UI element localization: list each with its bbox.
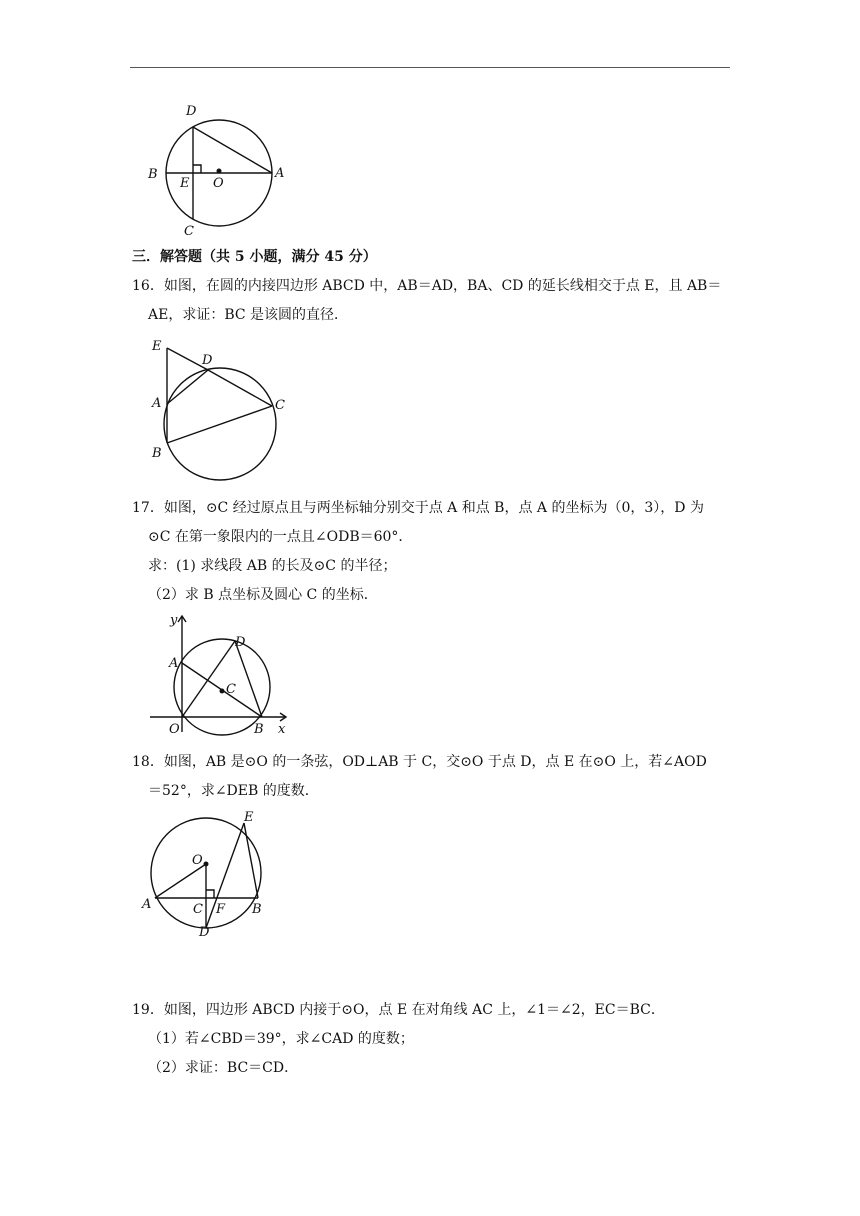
label-x: x: [278, 722, 286, 737]
label-d: D: [202, 353, 213, 368]
label-d: D: [186, 104, 197, 119]
q17-line3: 求：(1) 求线段 AB 的长及⊙C 的半径；: [148, 558, 397, 574]
q19-line2: （1）若∠CBD＝39°，求∠CAD 的度数；: [148, 1031, 414, 1047]
center-dot: [217, 169, 222, 174]
q19-line3: （2）求证：BC＝CD．: [148, 1060, 299, 1076]
center-o-dot: [204, 862, 209, 867]
figure-q16: [148, 336, 293, 486]
q18-line1: 18．如图，AB 是⊙O 的一条弦，OD⊥AB 于 C，交⊙O 于点 D，点 E 在⊙O 上，若∠AOD: [132, 754, 707, 770]
segment-db: [235, 641, 262, 717]
q16-line1: 16．如图，在圆的内接四边形 ABCD 中，AB＝AD，BA、CD 的延长线相交于点 E，且 AB＝: [132, 278, 722, 294]
right-angle-mark: [206, 890, 214, 898]
label-b: B: [148, 167, 158, 182]
label-a: A: [142, 897, 152, 912]
label-o: O: [192, 853, 203, 868]
q17-line4: （2）求 B 点坐标及圆心 C 的坐标．: [148, 587, 378, 603]
segment-ad: [167, 370, 208, 404]
label-o: O: [213, 176, 224, 191]
figure-q17: [146, 610, 296, 740]
q17-line2: ⊙C 在第一象限内的一点且∠ODB＝60°．: [148, 529, 413, 545]
label-d: D: [235, 635, 246, 650]
figure-q18: [140, 808, 280, 943]
section-heading: 三．解答题（共 5 小题，满分 45 分）: [132, 249, 377, 265]
circle-c: [174, 639, 270, 735]
header-rule: [130, 67, 730, 68]
segment-bc: [167, 406, 272, 443]
segment-od: [182, 641, 235, 717]
segment-eb: [244, 823, 258, 898]
label-c: C: [184, 224, 194, 239]
label-e: E: [180, 176, 190, 191]
label-b: B: [152, 446, 162, 461]
label-b: B: [252, 902, 262, 917]
q16-line2: AE，求证：BC 是该圆的直径．: [148, 307, 349, 323]
label-o: O: [169, 722, 180, 737]
label-f: F: [216, 902, 226, 917]
label-a: A: [169, 656, 179, 671]
label-a: A: [275, 166, 285, 181]
label-e: E: [244, 810, 254, 825]
label-c: C: [193, 902, 203, 917]
q17-line1: 17．如图，⊙C 经过原点且与两坐标轴分别交于点 A 和点 B，点 A 的坐标为（0，3），D 为: [132, 500, 704, 516]
label-d: D: [199, 925, 210, 940]
q18-line2: ＝52°，求∠DEB 的度数．: [148, 783, 319, 799]
label-y: y: [170, 613, 178, 628]
label-a: A: [152, 396, 162, 411]
segment-oa: [155, 864, 206, 898]
center-c-dot: [220, 689, 225, 694]
figure-q15: [140, 98, 300, 240]
label-c: C: [275, 398, 285, 413]
label-e: E: [152, 339, 162, 354]
right-angle-mark: [193, 165, 201, 173]
q19-line1: 19．如图，四边形 ABCD 内接于⊙O，点 E 在对角线 AC 上，∠1＝∠2，EC＝BC．: [132, 1002, 665, 1018]
label-b: B: [254, 722, 264, 737]
label-c: C: [226, 682, 236, 697]
segment-da: [193, 127, 272, 173]
